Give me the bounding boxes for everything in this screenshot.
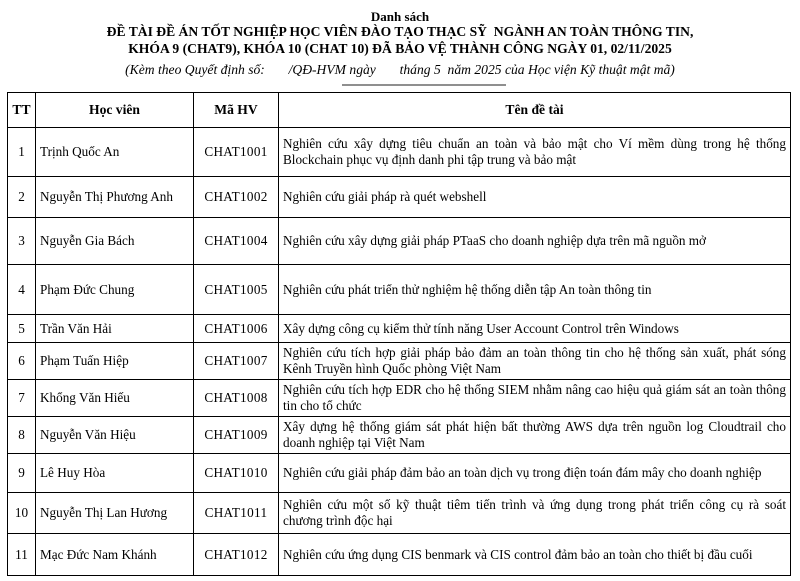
cell-student-name: Trần Văn Hải [36, 315, 194, 343]
cell-student-name: Nguyễn Gia Bách [36, 218, 194, 265]
table-row [8, 454, 791, 493]
cell-student-code: CHAT1001 [194, 128, 279, 177]
cell-tt: 10 [8, 493, 36, 534]
cell-student-name: Khổng Văn Hiếu [36, 380, 194, 417]
doc-title-line-2: KHÓA 9 (CHAT9), KHÓA 10 (CHAT 10) ĐÃ BẢO VỆ THÀNH CÔNG NGÀY 01, 02/11/2025 [128, 40, 672, 56]
table-row [8, 417, 791, 454]
cell-student-code: CHAT1012 [194, 534, 279, 576]
column-header-name: Học viên [36, 93, 194, 128]
cell-student-name: Mạc Đức Nam Khánh [36, 534, 194, 576]
cell-topic-title: Nghiên cứu ứng dụng CIS benmark và CIS control đảm bảo an toàn cho thiết bị đầu cuối [279, 534, 791, 576]
table-row [8, 177, 791, 218]
table-row [8, 380, 791, 417]
table-body [8, 128, 791, 576]
blank-fill-underline [342, 84, 506, 86]
cell-student-code: CHAT1006 [194, 315, 279, 343]
cell-student-code: CHAT1010 [194, 454, 279, 493]
cell-tt: 6 [8, 343, 36, 380]
column-header-code: Mã HV [194, 93, 279, 128]
cell-tt: 7 [8, 380, 36, 417]
cell-student-code: CHAT1007 [194, 343, 279, 380]
table-row [8, 128, 791, 177]
table-row [8, 493, 791, 534]
cell-topic-title: Nghiên cứu xây dựng tiêu chuẩn an toàn và bảo mật cho Ví mềm dùng trong hệ thống Blockchain phục vụ định danh phi tập trung và bảo mật [279, 128, 791, 177]
cell-topic-title: Xây dựng hệ thống giám sát phát hiện bất thường AWS dựa trên nguồn log Cloudtrail cho doanh nghiệp tại Việt Nam [279, 417, 791, 454]
cell-student-code: CHAT1009 [194, 417, 279, 454]
cell-student-name: Phạm Đức Chung [36, 265, 194, 315]
cell-tt: 2 [8, 177, 36, 218]
cell-student-name: Lê Huy Hòa [36, 454, 194, 493]
cell-tt: 11 [8, 534, 36, 576]
table-header-row [8, 93, 791, 128]
table-row [8, 534, 791, 576]
cell-tt: 4 [8, 265, 36, 315]
cell-topic-title: Nghiên cứu giải pháp đảm bảo an toàn dịch vụ trong điện toán đám mây cho doanh nghiệp [279, 454, 791, 493]
doc-decree-line: (Kèm theo Quyết định số: /QĐ-HVM ngày tháng 5 năm 2025 của Học viện Kỹ thuật mật mã) [125, 62, 675, 77]
cell-student-code: CHAT1004 [194, 218, 279, 265]
doc-title-line-1: ĐỀ TÀI ĐỀ ÁN TỐT NGHIỆP HỌC VIÊN ĐÀO TẠO THẠC SỸ NGÀNH AN TOÀN THÔNG TIN, [106, 24, 694, 39]
cell-tt: 9 [8, 454, 36, 493]
cell-student-code: CHAT1002 [194, 177, 279, 218]
cell-topic-title: Nghiên cứu một số kỹ thuật tiêm tiến trình và ứng dụng trong phát triển công cụ rà soát chương trình độc hại [279, 493, 791, 534]
document-header [0, 0, 800, 78]
column-header-topic: Tên đề tài [279, 93, 791, 128]
cell-topic-title: Nghiên cứu xây dựng giải pháp PTaaS cho doanh nghiệp dựa trên mã nguồn mở [279, 218, 791, 265]
cell-student-name: Trịnh Quốc An [36, 128, 194, 177]
column-header-tt: TT [8, 93, 36, 128]
table-row [8, 265, 791, 315]
cell-student-name: Phạm Tuấn Hiệp [36, 343, 194, 380]
cell-topic-title: Nghiên cứu tích hợp giải pháp bảo đảm an toàn thông tin cho hệ thống sản xuất, phát sóng Kênh Truyền hình Quốc phòng Việt Nam [279, 343, 791, 380]
cell-tt: 3 [8, 218, 36, 265]
table-row [8, 218, 791, 265]
cell-topic-title: Nghiên cứu phát triển thử nghiệm hệ thống diễn tập An toàn thông tin [279, 265, 791, 315]
cell-student-code: CHAT1008 [194, 380, 279, 417]
doc-list-label: Danh sách [370, 9, 430, 24]
table-row [8, 315, 791, 343]
cell-topic-title: Nghiên cứu giải pháp rà quét webshell [279, 177, 791, 218]
thesis-table [7, 92, 791, 576]
table-header [8, 93, 791, 128]
cell-student-name: Nguyễn Thị Lan Hương [36, 493, 194, 534]
cell-student-code: CHAT1011 [194, 493, 279, 534]
cell-topic-title: Xây dựng công cụ kiểm thử tính năng User Account Control trên Windows [279, 315, 791, 343]
cell-student-name: Nguyễn Thị Phương Anh [36, 177, 194, 218]
cell-topic-title: Nghiên cứu tích hợp EDR cho hệ thống SIEM nhằm nâng cao hiệu quả giám sát an toàn thông tin cho tổ chức [279, 380, 791, 417]
cell-tt: 1 [8, 128, 36, 177]
cell-student-code: CHAT1005 [194, 265, 279, 315]
cell-tt: 5 [8, 315, 36, 343]
table-row [8, 343, 791, 380]
cell-tt: 8 [8, 417, 36, 454]
cell-student-name: Nguyễn Văn Hiệu [36, 417, 194, 454]
